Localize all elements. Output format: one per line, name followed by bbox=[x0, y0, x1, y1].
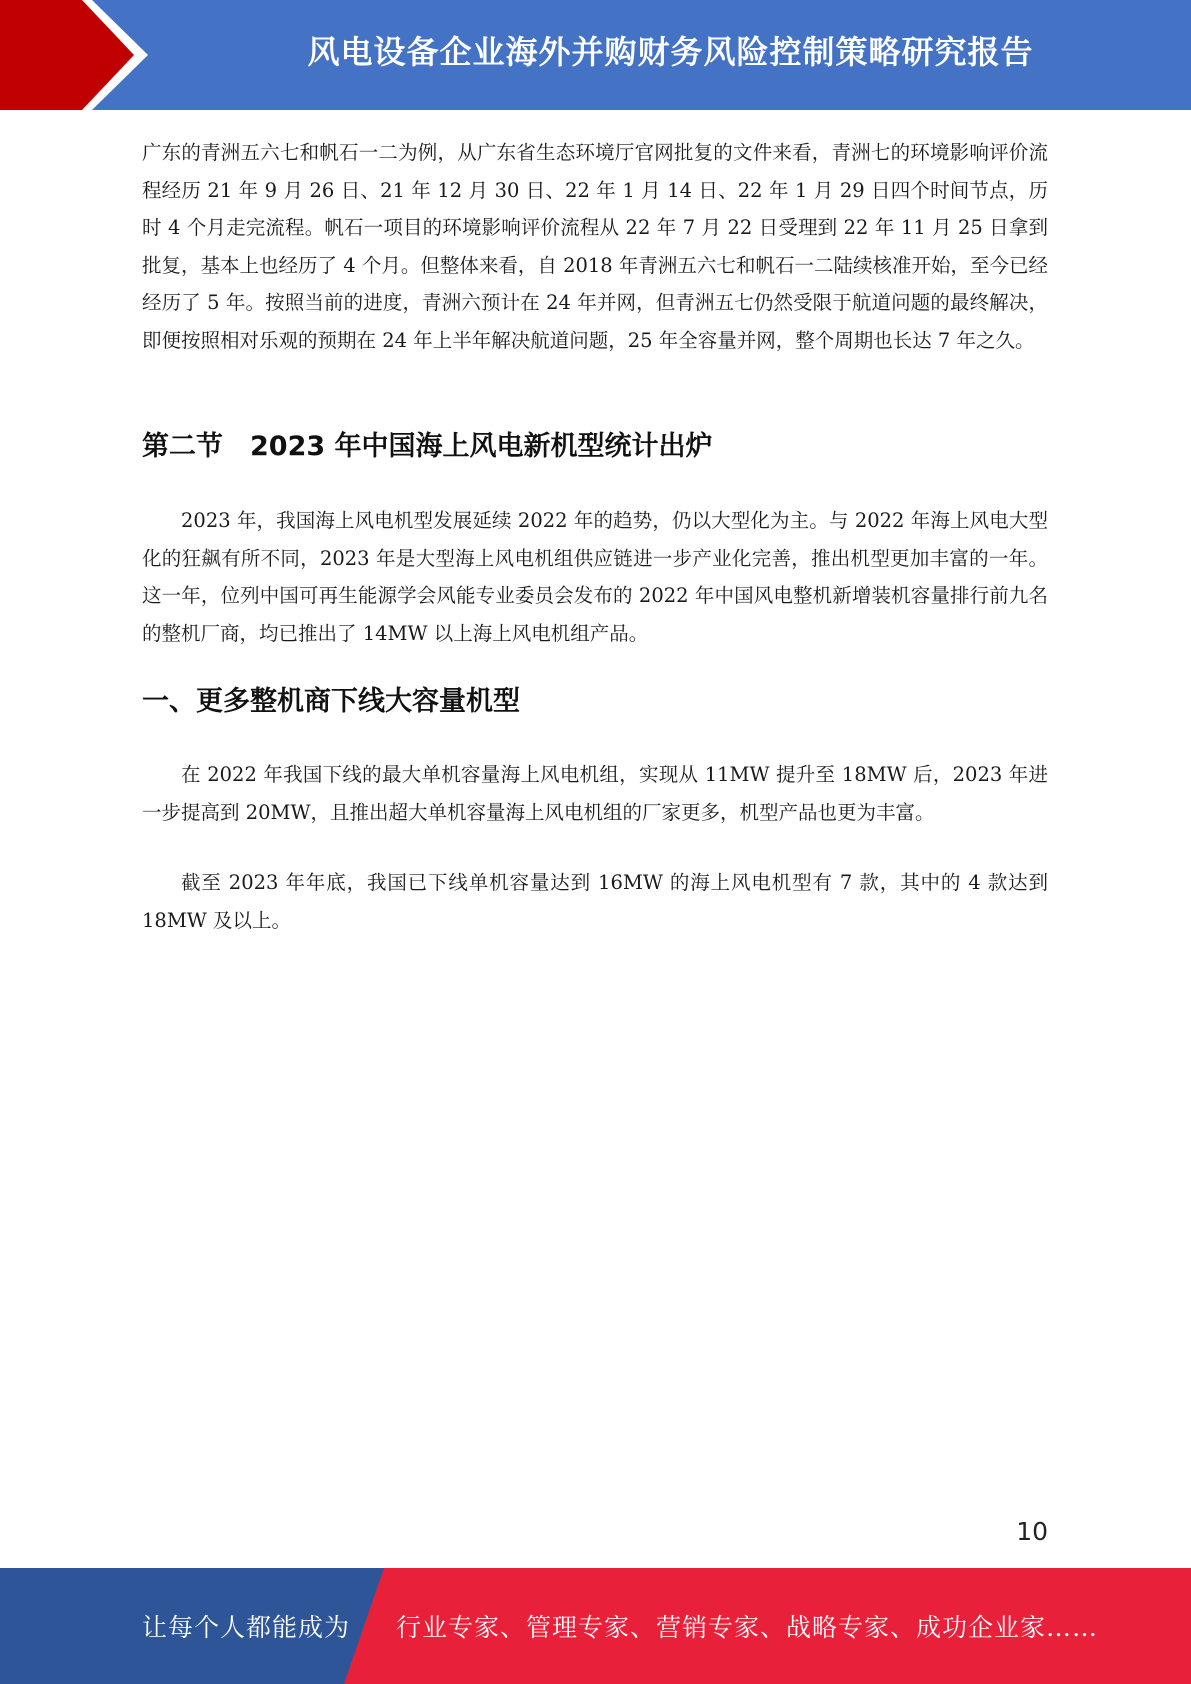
paragraph-3: 在 2022 年我国下线的最大单机容量海上风电机组，实现从 11MW 提升至 18MW 后，2023 年进一步提高到 20MW，且推出超大单机容量海上风电机组的厂家更多，机型产品也更为丰富。 bbox=[142, 763, 1048, 824]
report-title: 风电设备企业海外并购财务风险控制策略研究报告 bbox=[307, 33, 1034, 71]
page-footer bbox=[0, 1568, 1191, 1684]
page-header bbox=[0, 0, 1191, 110]
page-number: 10 bbox=[1016, 1517, 1048, 1546]
section-heading: 第二节 2023 年中国海上风电新机型统计出炉 bbox=[142, 431, 713, 462]
paragraph-1: 广东的青洲五六七和帆石一二为例，从广东省生态环境厅官网批复的文件来看，青洲七的环境影响评价流程经历 21 年 9 月 26 日、21 年 12 月 30 日、22 年 1 月 14 日、22 年 1 月 29 日四个时间节点，历时 4 个月走完流程。帆石一项目的环境影响评价流程从 22 年 7 月 22 日受理到 22 年 11 月 25 日拿到批复，基本上也经历了 4 个月。但整体来看，自 2018 年青洲五六七和帆石一二陆续核准开始，至今已经经历了 5 年。按照当前的进度，青洲六预计在 24 年并网，但青洲五七仍然受限于航道问题的最终解决，即便按照相对乐观的预期在 24 年上半年解决航道问题，25 年全容量并网，整个周期也长达 7 年之久。 bbox=[142, 141, 1048, 352]
header-red-arrow-graphic bbox=[0, 0, 150, 110]
paragraph-2: 2023 年，我国海上风电机型发展延续 2022 年的趋势，仍以大型化为主。与 2022 年海上风电大型化的狂飙有所不同，2023 年是大型海上风电机组供应链进一步产业化完善，推出机型更加丰富的一年。这一年，位列中国可再生能源学会风能专业委员会发布的 2022 年中国风电整机新增装机容量排行前九名的整机厂商，均已推出了 14MW 以上海上风电机组产品。 bbox=[142, 509, 1048, 645]
subsection-heading: 一、更多整机商下线大容量机型 bbox=[142, 686, 520, 717]
paragraph-4: 截至 2023 年年底，我国已下线单机容量达到 16MW 的海上风电机型有 7 款，其中的 4 款达到 18MW 及以上。 bbox=[142, 871, 1048, 932]
footer-slogan-left: 让每个人都能成为 bbox=[142, 1613, 351, 1642]
footer-slogan-right: 行业专家、管理专家、营销专家、战略专家、成功企业家…… bbox=[396, 1613, 1099, 1642]
